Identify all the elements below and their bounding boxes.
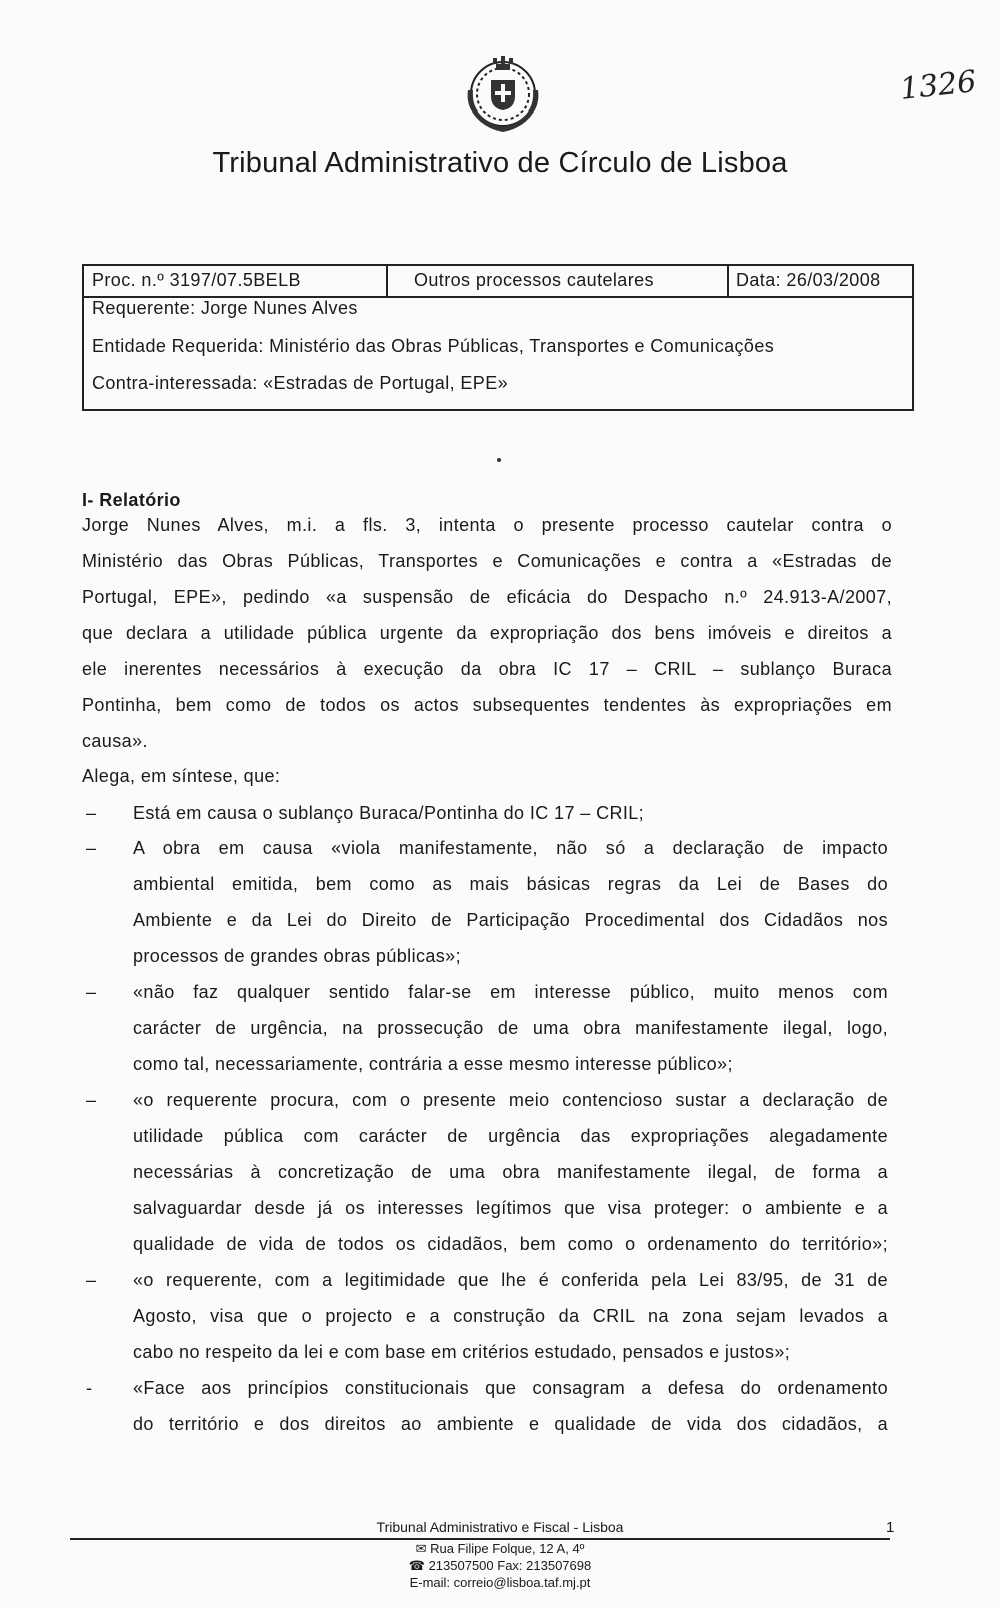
list-item-line: «não faz qualquer sentido falar-se em interesse público, muito menos com xyxy=(133,982,888,1002)
case-contra-interessada: Contra-interessada: «Estradas de Portugal, EPE» xyxy=(92,373,509,393)
alega-line: Alega, em síntese, que: xyxy=(82,766,281,786)
list-item-line: Está em causa o sublanço Buraca/Pontinha do IC 17 – CRIL; xyxy=(133,803,645,823)
list-item-line: qualidade de vida de todos os cidadãos, bem como o ordenamento do território»; xyxy=(133,1234,888,1254)
footer-page-number: 1 xyxy=(886,1519,895,1536)
list-dash: – xyxy=(86,838,97,858)
case-type: Outros processos cautelares xyxy=(414,270,654,290)
list-item-line: cabo no respeito da lei e com base em critérios estudado, pensados e justos»; xyxy=(133,1342,791,1362)
list-item-line: Agosto, visa que o projecto e a construção da CRIL na zona sejam levados a xyxy=(133,1306,888,1326)
intro-line: Jorge Nunes Alves, m.i. a fls. 3, intenta o presente processo cautelar contra o xyxy=(82,515,892,535)
footer-email: E-mail: correio@lisboa.taf.mj.pt xyxy=(409,1575,591,1590)
list-dash: - xyxy=(86,1378,92,1398)
list-dash: – xyxy=(86,1090,97,1110)
list-item-line: do território e dos direitos ao ambiente e qualidade de vida dos cidadãos, a xyxy=(133,1414,888,1434)
list-item-line: processos de grandes obras públicas»; xyxy=(133,946,461,966)
footer-phone: ☎ 213507500 Fax: 213507698 xyxy=(408,1558,592,1573)
list-item-line: Ambiente e da Lei do Direito de Participação Procedimental dos Cidadãos nos xyxy=(133,910,888,930)
list-item-line: salvaguardar desde já os interesses legítimos que visa proteger: o ambiente e a xyxy=(133,1198,888,1218)
list-item-line: «o requerente procura, com o presente meio contencioso sustar a declaração de xyxy=(133,1090,888,1110)
list-item-line: como tal, necessariamente, contrária a esse mesmo interesse público»; xyxy=(133,1054,733,1074)
footer-address: ✉ Rua Filipe Folque, 12 A, 4º xyxy=(415,1541,585,1556)
case-process-number: Proc. n.º 3197/07.5BELB xyxy=(92,270,301,290)
intro-line: Pontinha, bem como de todos os actos subsequentes tendentes às expropriações em xyxy=(82,695,892,715)
section-heading: I- Relatório xyxy=(82,490,181,510)
court-title: Tribunal Administrativo de Círculo de Lisboa xyxy=(212,147,788,179)
footer-divider xyxy=(70,1538,890,1540)
intro-line: ele inerentes necessários à execução da obra IC 17 – CRIL – sublanço Buraca xyxy=(82,659,892,679)
list-item-line: «o requerente, com a legitimidade que lhe é conferida pela Lei 83/95, de 31 de xyxy=(133,1270,888,1290)
list-item-line: ambiental emitida, bem como as mais básicas regras da Lei de Bases do xyxy=(133,874,888,894)
list-item-line: utilidade pública com carácter de urgência das expropriações alegadamente xyxy=(133,1126,888,1146)
intro-line: Ministério das Obras Públicas, Transportes e Comunicações e contra a «Estradas de xyxy=(82,551,892,571)
list-dash: – xyxy=(86,1270,97,1290)
case-requerente: Requerente: Jorge Nunes Alves xyxy=(92,298,358,318)
list-dash: – xyxy=(86,982,97,1002)
stray-mark xyxy=(497,458,501,462)
portuguese-coat-of-arms-icon xyxy=(458,50,548,142)
intro-line: causa». xyxy=(82,731,148,751)
handwritten-page-number: 1326 xyxy=(898,64,978,107)
case-info-box xyxy=(82,264,914,411)
list-item-line: necessárias à concretização de uma obra manifestamente ilegal, de forma a xyxy=(133,1162,888,1182)
case-header-row xyxy=(84,266,912,298)
list-item-line: A obra em causa «viola manifestamente, não só a declaração de impacto xyxy=(133,838,888,858)
list-item-line: carácter de urgência, na prossecução de uma obra manifestamente ilegal, logo, xyxy=(133,1018,888,1038)
list-item-line: «Face aos princípios constitucionais que consagram a defesa do ordenamento xyxy=(133,1378,888,1398)
list-dash: – xyxy=(86,803,97,823)
intro-line: Portugal, EPE», pedindo «a suspensão de eficácia do Despacho n.º 24.913-A/2007, xyxy=(82,587,892,607)
footer-court-name: Tribunal Administrativo e Fiscal - Lisboa xyxy=(376,1519,624,1535)
case-entidade-requerida: Entidade Requerida: Ministério das Obras Públicas, Transportes e Comunicações xyxy=(92,336,775,356)
intro-line: que declara a utilidade pública urgente da expropriação dos bens imóveis e direitos a xyxy=(82,623,892,643)
case-date: Data: 26/03/2008 xyxy=(736,270,881,290)
